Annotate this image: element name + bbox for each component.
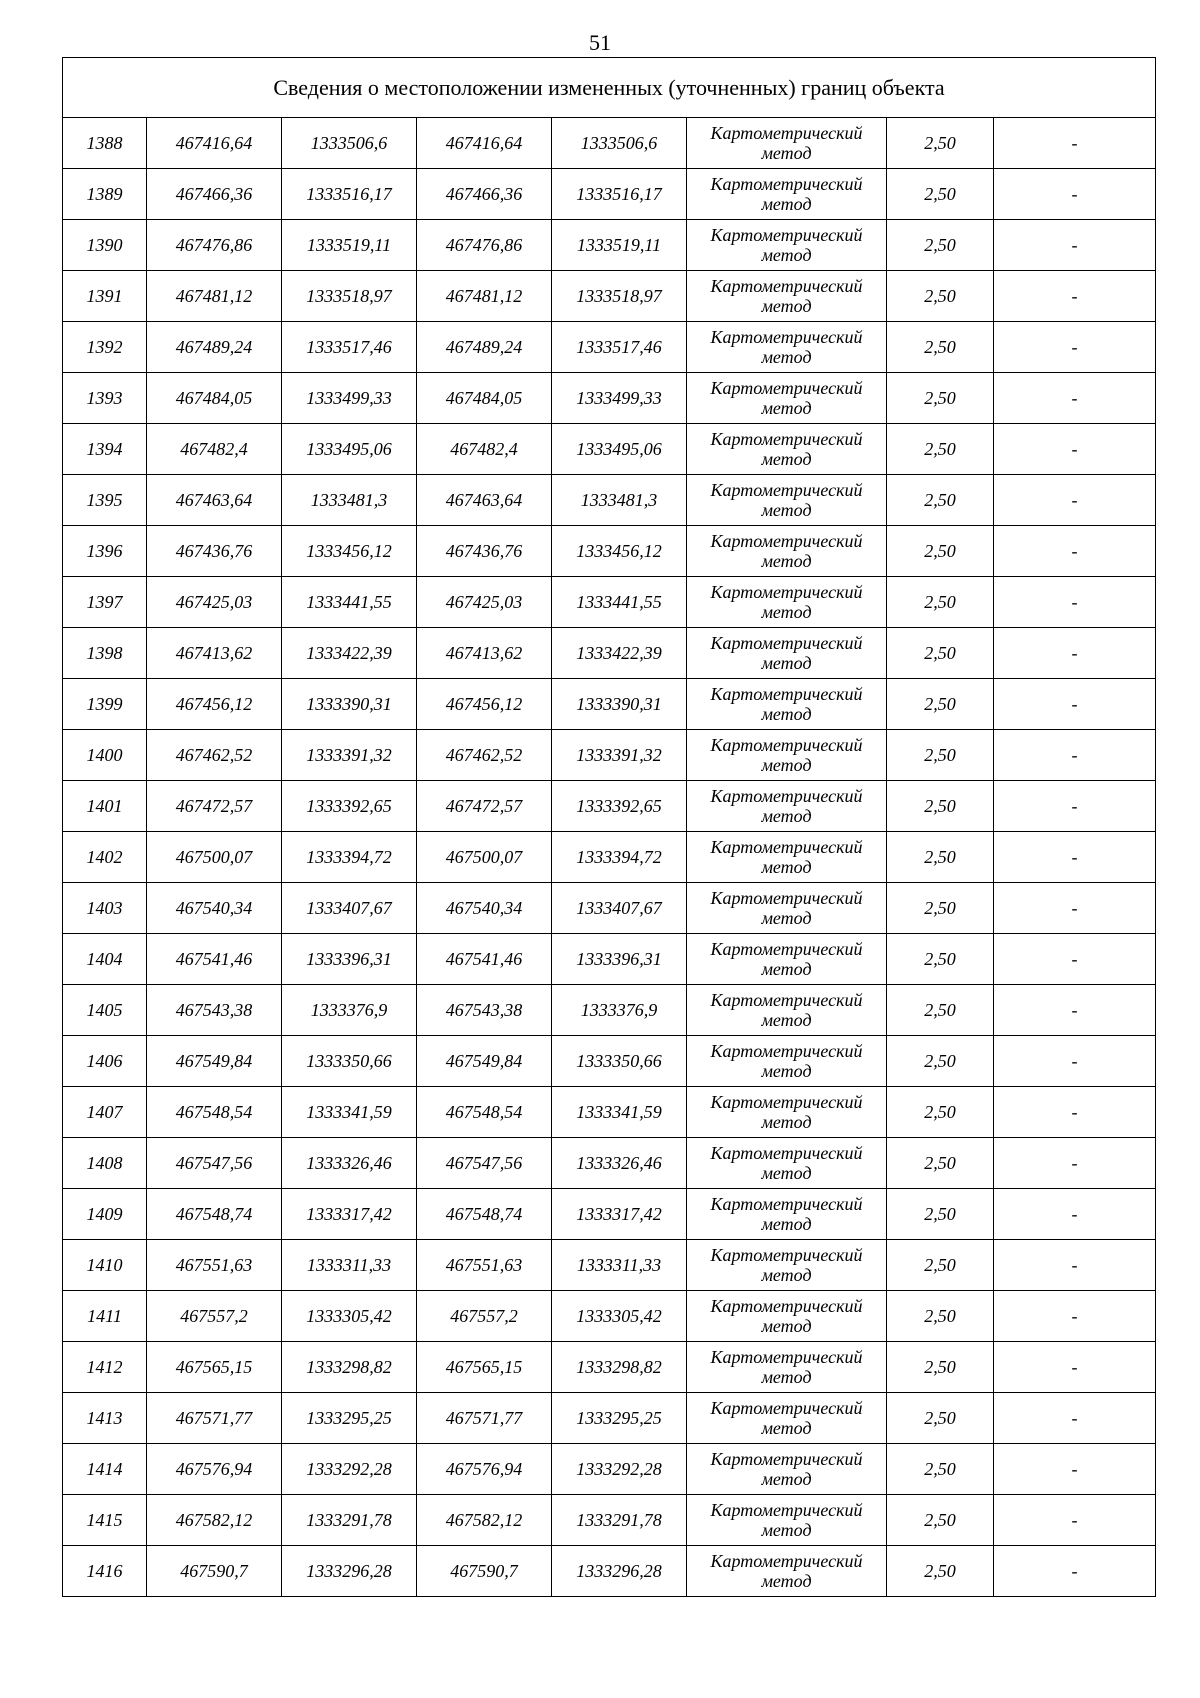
cell-point-number: 1406 [63, 1036, 147, 1087]
cell-note: - [994, 118, 1156, 169]
cell-y-refined: 1333394,72 [552, 832, 687, 883]
table-row [63, 1291, 1156, 1342]
cell-point-number: 1412 [63, 1342, 147, 1393]
cell-note: - [994, 475, 1156, 526]
cell-x-refined: 467462,52 [417, 730, 552, 781]
cell-y-refined: 1333292,28 [552, 1444, 687, 1495]
cell-point-number: 1402 [63, 832, 147, 883]
cell-point-number: 1395 [63, 475, 147, 526]
cell-accuracy: 2,50 [887, 628, 994, 679]
cell-y-refined: 1333311,33 [552, 1240, 687, 1291]
cell-x-existing: 467476,86 [147, 220, 282, 271]
cell-note: - [994, 679, 1156, 730]
cell-y-existing: 1333376,9 [282, 985, 417, 1036]
cell-x-existing: 467481,12 [147, 271, 282, 322]
cell-method: Картометрический метод [687, 883, 887, 934]
cell-note: - [994, 832, 1156, 883]
cell-point-number: 1388 [63, 118, 147, 169]
cell-point-number: 1416 [63, 1546, 147, 1597]
cell-x-existing: 467565,15 [147, 1342, 282, 1393]
cell-x-refined: 467481,12 [417, 271, 552, 322]
cell-y-refined: 1333518,97 [552, 271, 687, 322]
cell-x-refined: 467576,94 [417, 1444, 552, 1495]
cell-x-existing: 467551,63 [147, 1240, 282, 1291]
cell-y-refined: 1333350,66 [552, 1036, 687, 1087]
cell-x-refined: 467425,03 [417, 577, 552, 628]
cell-point-number: 1401 [63, 781, 147, 832]
cell-note: - [994, 985, 1156, 1036]
table-row [63, 934, 1156, 985]
cell-x-refined: 467484,05 [417, 373, 552, 424]
cell-x-existing: 467472,57 [147, 781, 282, 832]
cell-x-refined: 467547,56 [417, 1138, 552, 1189]
cell-x-existing: 467547,56 [147, 1138, 282, 1189]
table-title-row [63, 58, 1156, 118]
cell-x-refined: 467466,36 [417, 169, 552, 220]
cell-method: Картометрический метод [687, 1495, 887, 1546]
cell-accuracy: 2,50 [887, 1291, 994, 1342]
table-row [63, 424, 1156, 475]
cell-y-refined: 1333392,65 [552, 781, 687, 832]
cell-point-number: 1413 [63, 1393, 147, 1444]
cell-note: - [994, 1393, 1156, 1444]
cell-method: Картометрический метод [687, 1546, 887, 1597]
cell-method: Картометрический метод [687, 577, 887, 628]
cell-note: - [994, 1342, 1156, 1393]
cell-accuracy: 2,50 [887, 781, 994, 832]
table-row [63, 679, 1156, 730]
cell-y-refined: 1333317,42 [552, 1189, 687, 1240]
cell-point-number: 1409 [63, 1189, 147, 1240]
cell-x-refined: 467565,15 [417, 1342, 552, 1393]
cell-point-number: 1399 [63, 679, 147, 730]
cell-y-refined: 1333291,78 [552, 1495, 687, 1546]
cell-x-existing: 467425,03 [147, 577, 282, 628]
cell-x-existing: 467462,52 [147, 730, 282, 781]
table-row [63, 475, 1156, 526]
cell-x-refined: 467463,64 [417, 475, 552, 526]
cell-y-refined: 1333341,59 [552, 1087, 687, 1138]
cell-y-existing: 1333456,12 [282, 526, 417, 577]
cell-method: Картометрический метод [687, 424, 887, 475]
cell-note: - [994, 271, 1156, 322]
cell-x-existing: 467500,07 [147, 832, 282, 883]
cell-y-refined: 1333326,46 [552, 1138, 687, 1189]
cell-point-number: 1411 [63, 1291, 147, 1342]
cell-x-refined: 467548,74 [417, 1189, 552, 1240]
cell-method: Картометрический метод [687, 373, 887, 424]
coordinates-table [62, 57, 1156, 1597]
cell-x-existing: 467549,84 [147, 1036, 282, 1087]
cell-y-refined: 1333295,25 [552, 1393, 687, 1444]
cell-x-refined: 467489,24 [417, 322, 552, 373]
cell-method: Картометрический метод [687, 220, 887, 271]
cell-point-number: 1400 [63, 730, 147, 781]
cell-point-number: 1391 [63, 271, 147, 322]
cell-note: - [994, 730, 1156, 781]
cell-y-existing: 1333392,65 [282, 781, 417, 832]
table-row [63, 1495, 1156, 1546]
cell-note: - [994, 1291, 1156, 1342]
table-row [63, 271, 1156, 322]
cell-y-existing: 1333295,25 [282, 1393, 417, 1444]
cell-y-existing: 1333291,78 [282, 1495, 417, 1546]
cell-x-existing: 467571,77 [147, 1393, 282, 1444]
cell-accuracy: 2,50 [887, 475, 994, 526]
cell-y-existing: 1333292,28 [282, 1444, 417, 1495]
cell-x-refined: 467548,54 [417, 1087, 552, 1138]
cell-accuracy: 2,50 [887, 730, 994, 781]
cell-accuracy: 2,50 [887, 1342, 994, 1393]
cell-y-refined: 1333519,11 [552, 220, 687, 271]
cell-x-existing: 467413,62 [147, 628, 282, 679]
cell-accuracy: 2,50 [887, 322, 994, 373]
table-row [63, 1546, 1156, 1597]
cell-note: - [994, 1495, 1156, 1546]
cell-note: - [994, 1444, 1156, 1495]
cell-x-existing: 467557,2 [147, 1291, 282, 1342]
cell-point-number: 1397 [63, 577, 147, 628]
cell-y-refined: 1333407,67 [552, 883, 687, 934]
cell-accuracy: 2,50 [887, 1444, 994, 1495]
cell-x-existing: 467543,38 [147, 985, 282, 1036]
cell-x-refined: 467551,63 [417, 1240, 552, 1291]
cell-point-number: 1396 [63, 526, 147, 577]
cell-x-refined: 467436,76 [417, 526, 552, 577]
cell-y-refined: 1333305,42 [552, 1291, 687, 1342]
cell-y-existing: 1333396,31 [282, 934, 417, 985]
cell-x-existing: 467548,74 [147, 1189, 282, 1240]
cell-method: Картометрический метод [687, 679, 887, 730]
cell-note: - [994, 781, 1156, 832]
cell-accuracy: 2,50 [887, 832, 994, 883]
cell-x-existing: 467540,34 [147, 883, 282, 934]
table-row [63, 781, 1156, 832]
cell-x-refined: 467582,12 [417, 1495, 552, 1546]
cell-x-existing: 467484,05 [147, 373, 282, 424]
table-row [63, 883, 1156, 934]
cell-y-existing: 1333394,72 [282, 832, 417, 883]
cell-method: Картометрический метод [687, 526, 887, 577]
cell-x-existing: 467466,36 [147, 169, 282, 220]
cell-accuracy: 2,50 [887, 1495, 994, 1546]
cell-x-refined: 467416,64 [417, 118, 552, 169]
cell-accuracy: 2,50 [887, 883, 994, 934]
table-row [63, 832, 1156, 883]
cell-x-existing: 467463,64 [147, 475, 282, 526]
cell-x-existing: 467489,24 [147, 322, 282, 373]
cell-y-refined: 1333495,06 [552, 424, 687, 475]
cell-y-refined: 1333517,46 [552, 322, 687, 373]
cell-method: Картометрический метод [687, 322, 887, 373]
cell-x-refined: 467500,07 [417, 832, 552, 883]
cell-y-existing: 1333516,17 [282, 169, 417, 220]
cell-accuracy: 2,50 [887, 577, 994, 628]
cell-y-refined: 1333441,55 [552, 577, 687, 628]
cell-point-number: 1415 [63, 1495, 147, 1546]
cell-y-existing: 1333499,33 [282, 373, 417, 424]
cell-y-existing: 1333495,06 [282, 424, 417, 475]
cell-x-refined: 467541,46 [417, 934, 552, 985]
cell-y-refined: 1333390,31 [552, 679, 687, 730]
table-row [63, 1342, 1156, 1393]
cell-point-number: 1398 [63, 628, 147, 679]
cell-x-refined: 467571,77 [417, 1393, 552, 1444]
cell-point-number: 1403 [63, 883, 147, 934]
cell-method: Картометрический метод [687, 781, 887, 832]
cell-method: Картометрический метод [687, 1291, 887, 1342]
table-row [63, 322, 1156, 373]
cell-method: Картометрический метод [687, 118, 887, 169]
cell-y-existing: 1333317,42 [282, 1189, 417, 1240]
cell-y-existing: 1333441,55 [282, 577, 417, 628]
cell-y-existing: 1333517,46 [282, 322, 417, 373]
cell-x-refined: 467413,62 [417, 628, 552, 679]
cell-point-number: 1390 [63, 220, 147, 271]
cell-accuracy: 2,50 [887, 1036, 994, 1087]
cell-accuracy: 2,50 [887, 220, 994, 271]
cell-x-existing: 467590,7 [147, 1546, 282, 1597]
cell-method: Картометрический метод [687, 628, 887, 679]
cell-method: Картометрический метод [687, 832, 887, 883]
cell-x-refined: 467557,2 [417, 1291, 552, 1342]
cell-method: Картометрический метод [687, 475, 887, 526]
table-row [63, 1087, 1156, 1138]
cell-y-existing: 1333407,67 [282, 883, 417, 934]
cell-point-number: 1389 [63, 169, 147, 220]
page-number: 51 [589, 30, 611, 55]
table-row [63, 373, 1156, 424]
cell-y-existing: 1333390,31 [282, 679, 417, 730]
cell-y-existing: 1333341,59 [282, 1087, 417, 1138]
table-row [63, 220, 1156, 271]
cell-x-existing: 467541,46 [147, 934, 282, 985]
cell-note: - [994, 1138, 1156, 1189]
cell-point-number: 1408 [63, 1138, 147, 1189]
cell-accuracy: 2,50 [887, 1189, 994, 1240]
cell-accuracy: 2,50 [887, 526, 994, 577]
cell-y-refined: 1333298,82 [552, 1342, 687, 1393]
cell-point-number: 1410 [63, 1240, 147, 1291]
cell-note: - [994, 1087, 1156, 1138]
cell-method: Картометрический метод [687, 1189, 887, 1240]
cell-note: - [994, 526, 1156, 577]
table-row [63, 1444, 1156, 1495]
table-row [63, 985, 1156, 1036]
cell-y-existing: 1333298,82 [282, 1342, 417, 1393]
cell-point-number: 1404 [63, 934, 147, 985]
cell-method: Картометрический метод [687, 1393, 887, 1444]
cell-point-number: 1393 [63, 373, 147, 424]
cell-accuracy: 2,50 [887, 934, 994, 985]
cell-x-existing: 467436,76 [147, 526, 282, 577]
cell-x-existing: 467456,12 [147, 679, 282, 730]
table-row [63, 1036, 1156, 1087]
cell-x-refined: 467472,57 [417, 781, 552, 832]
cell-note: - [994, 424, 1156, 475]
cell-note: - [994, 577, 1156, 628]
cell-method: Картометрический метод [687, 985, 887, 1036]
cell-y-existing: 1333350,66 [282, 1036, 417, 1087]
cell-x-refined: 467543,38 [417, 985, 552, 1036]
table-row [63, 169, 1156, 220]
cell-note: - [994, 1189, 1156, 1240]
cell-method: Картометрический метод [687, 1036, 887, 1087]
cell-point-number: 1407 [63, 1087, 147, 1138]
cell-note: - [994, 934, 1156, 985]
cell-x-refined: 467476,86 [417, 220, 552, 271]
table-row [63, 1189, 1156, 1240]
table-row [63, 118, 1156, 169]
cell-x-refined: 467590,7 [417, 1546, 552, 1597]
cell-accuracy: 2,50 [887, 1138, 994, 1189]
cell-note: - [994, 883, 1156, 934]
cell-method: Картометрический метод [687, 169, 887, 220]
cell-y-existing: 1333506,6 [282, 118, 417, 169]
cell-note: - [994, 220, 1156, 271]
cell-point-number: 1392 [63, 322, 147, 373]
cell-method: Картометрический метод [687, 1444, 887, 1495]
table-title: Сведения о местоположении измененных (уточненных) границ объекта [63, 58, 1156, 118]
cell-accuracy: 2,50 [887, 1087, 994, 1138]
cell-y-existing: 1333326,46 [282, 1138, 417, 1189]
cell-note: - [994, 322, 1156, 373]
cell-method: Картометрический метод [687, 1240, 887, 1291]
cell-x-existing: 467416,64 [147, 118, 282, 169]
cell-accuracy: 2,50 [887, 424, 994, 475]
cell-point-number: 1414 [63, 1444, 147, 1495]
cell-y-refined: 1333396,31 [552, 934, 687, 985]
table-row [63, 628, 1156, 679]
table-row [63, 526, 1156, 577]
cell-y-refined: 1333506,6 [552, 118, 687, 169]
cell-x-existing: 467548,54 [147, 1087, 282, 1138]
cell-accuracy: 2,50 [887, 1546, 994, 1597]
cell-y-existing: 1333305,42 [282, 1291, 417, 1342]
cell-method: Картометрический метод [687, 730, 887, 781]
table-row [63, 577, 1156, 628]
cell-y-refined: 1333376,9 [552, 985, 687, 1036]
cell-note: - [994, 628, 1156, 679]
cell-accuracy: 2,50 [887, 679, 994, 730]
cell-accuracy: 2,50 [887, 1393, 994, 1444]
cell-x-refined: 467549,84 [417, 1036, 552, 1087]
cell-x-existing: 467582,12 [147, 1495, 282, 1546]
cell-y-refined: 1333422,39 [552, 628, 687, 679]
cell-accuracy: 2,50 [887, 169, 994, 220]
cell-accuracy: 2,50 [887, 1240, 994, 1291]
cell-x-refined: 467482,4 [417, 424, 552, 475]
cell-note: - [994, 169, 1156, 220]
cell-point-number: 1405 [63, 985, 147, 1036]
cell-y-existing: 1333518,97 [282, 271, 417, 322]
cell-x-existing: 467482,4 [147, 424, 282, 475]
cell-y-refined: 1333516,17 [552, 169, 687, 220]
table-row [63, 1393, 1156, 1444]
cell-note: - [994, 1036, 1156, 1087]
cell-y-refined: 1333481,3 [552, 475, 687, 526]
cell-y-refined: 1333296,28 [552, 1546, 687, 1597]
cell-note: - [994, 373, 1156, 424]
table-row [63, 1138, 1156, 1189]
cell-y-refined: 1333499,33 [552, 373, 687, 424]
cell-y-existing: 1333481,3 [282, 475, 417, 526]
cell-y-existing: 1333519,11 [282, 220, 417, 271]
cell-accuracy: 2,50 [887, 271, 994, 322]
cell-note: - [994, 1240, 1156, 1291]
cell-point-number: 1394 [63, 424, 147, 475]
cell-y-existing: 1333296,28 [282, 1546, 417, 1597]
cell-x-refined: 467456,12 [417, 679, 552, 730]
cell-method: Картометрический метод [687, 271, 887, 322]
cell-method: Картометрический метод [687, 1087, 887, 1138]
cell-note: - [994, 1546, 1156, 1597]
cell-method: Картометрический метод [687, 934, 887, 985]
cell-accuracy: 2,50 [887, 118, 994, 169]
cell-accuracy: 2,50 [887, 985, 994, 1036]
cell-y-existing: 1333311,33 [282, 1240, 417, 1291]
cell-x-refined: 467540,34 [417, 883, 552, 934]
table-body [63, 58, 1156, 1597]
cell-x-existing: 467576,94 [147, 1444, 282, 1495]
cell-method: Картометрический метод [687, 1342, 887, 1393]
cell-y-refined: 1333456,12 [552, 526, 687, 577]
cell-method: Картометрический метод [687, 1138, 887, 1189]
cell-y-refined: 1333391,32 [552, 730, 687, 781]
cell-accuracy: 2,50 [887, 373, 994, 424]
table-row [63, 730, 1156, 781]
cell-y-existing: 1333391,32 [282, 730, 417, 781]
cell-y-existing: 1333422,39 [282, 628, 417, 679]
table-row [63, 1240, 1156, 1291]
